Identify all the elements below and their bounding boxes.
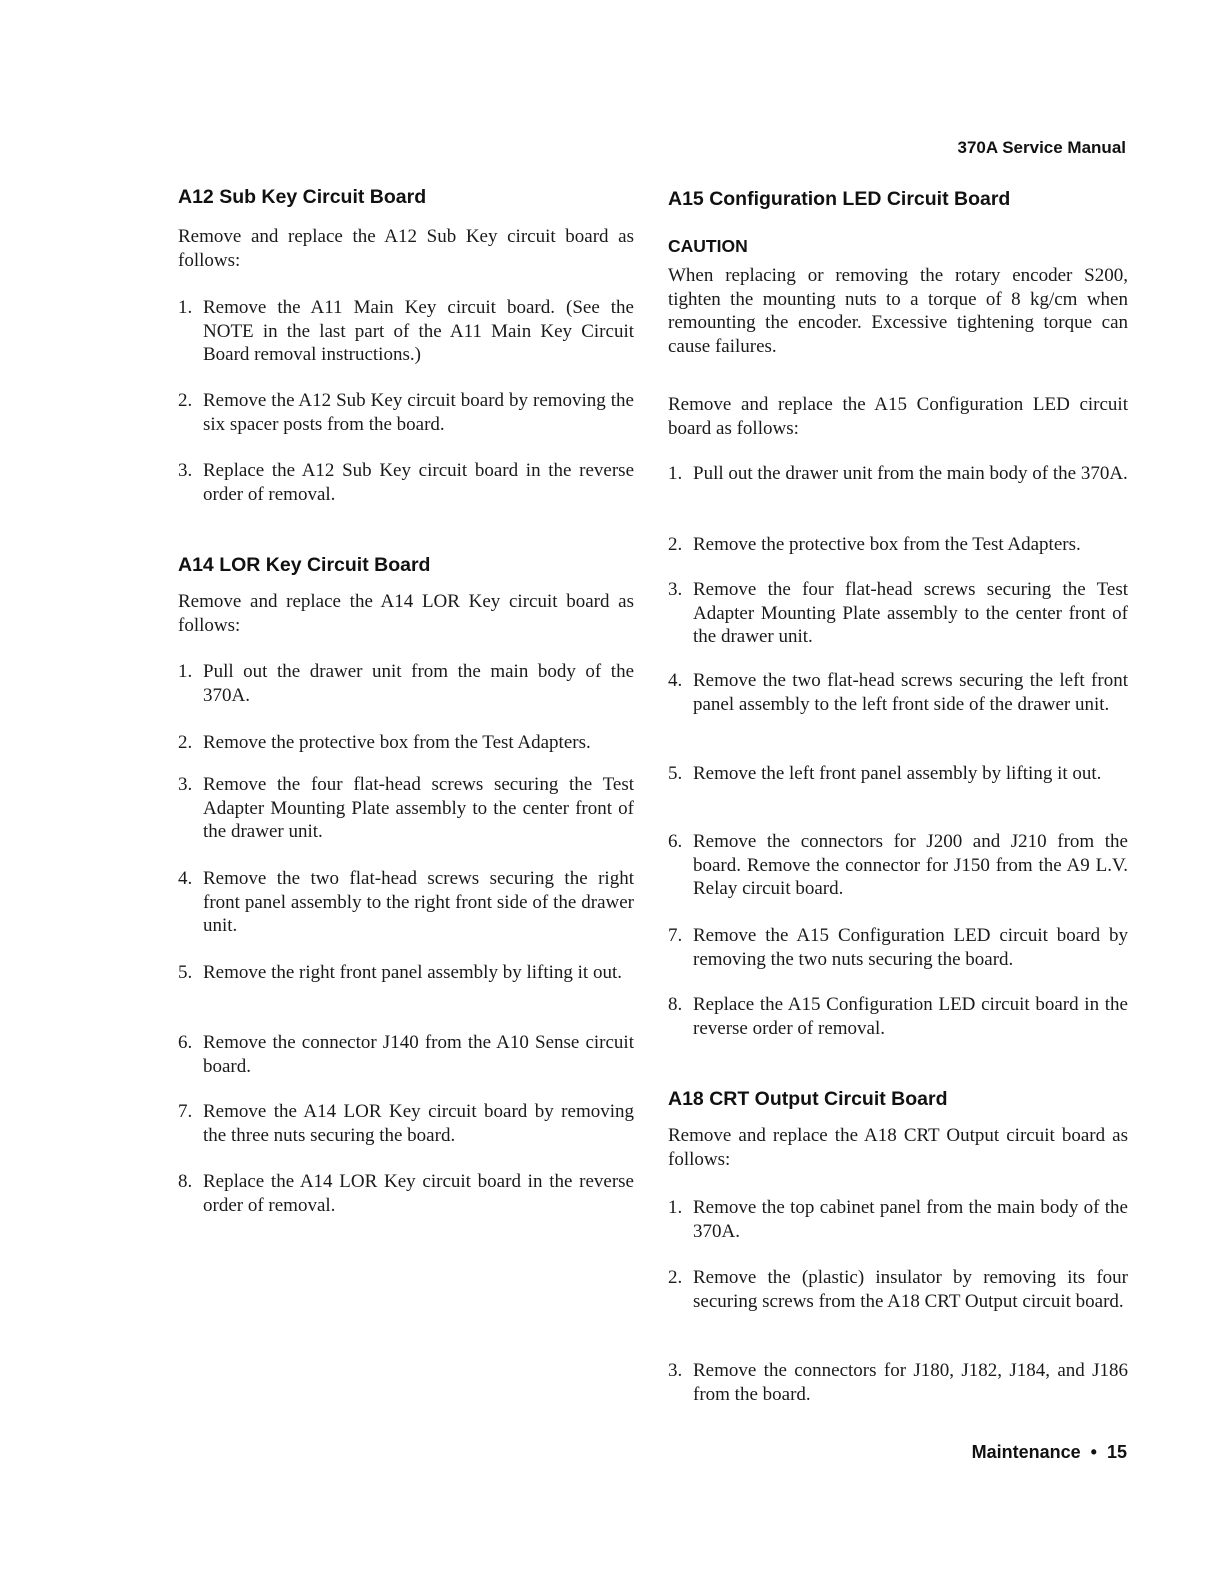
step-number: 1.: [668, 463, 683, 484]
step-text: Remove the connectors for J180, J182, J184, and J186 from the board.: [693, 1360, 1128, 1405]
step-text: Remove the protective box from the Test Adapters.: [203, 732, 591, 753]
step-number: 2.: [668, 534, 683, 555]
step-text: Remove the left front panel assembly by lifting it out.: [693, 763, 1102, 784]
step-text: Remove the A12 Sub Key circuit board by removing the six spacer posts from the board.: [203, 390, 634, 435]
step-text: Replace the A14 LOR Key circuit board in the reverse order of removal.: [203, 1171, 634, 1216]
list-item: [178, 1031, 634, 1078]
footer-separator: •: [1090, 1442, 1097, 1462]
step-number: 2.: [668, 1267, 683, 1288]
step-text: Remove the four flat-head screws securing the Test Adapter Mounting Plate assembly to the center front of the drawer unit.: [203, 774, 634, 842]
step-text: Remove the A14 LOR Key circuit board by removing the three nuts securing the board.: [203, 1101, 634, 1146]
step-number: 5.: [178, 962, 193, 983]
list-item: [668, 924, 1128, 971]
caution-label: CAUTION: [668, 236, 748, 256]
step-text: Replace the A12 Sub Key circuit board in the reverse order of removal.: [203, 460, 634, 505]
list-item: [668, 762, 1128, 786]
step-number: 3.: [668, 579, 683, 600]
section-heading-a15: A15 Configuration LED Circuit Board: [668, 188, 1011, 210]
footer-section: Maintenance: [971, 1442, 1081, 1462]
list-item: [178, 459, 634, 506]
step-number: 6.: [178, 1032, 193, 1053]
step-text: Remove the connector J140 from the A10 Sense circuit board.: [203, 1032, 634, 1077]
intro-paragraph-a14: Remove and replace the A14 LOR Key circuit board as follows:: [178, 591, 634, 636]
section-heading-a14: A14 LOR Key Circuit Board: [178, 554, 431, 576]
step-text: Remove the top cabinet panel from the main body of the 370A.: [693, 1197, 1128, 1242]
list-item: [668, 669, 1128, 716]
step-text: Remove the protective box from the Test Adapters.: [693, 534, 1081, 555]
list-item: [178, 296, 634, 367]
step-text: Remove the A15 Configuration LED circuit board by removing the two nuts securing the board.: [693, 925, 1128, 970]
list-item: [668, 993, 1128, 1040]
step-number: 3.: [178, 460, 193, 481]
step-text: Remove the right front panel assembly by lifting it out.: [203, 962, 622, 983]
list-item: [668, 830, 1128, 901]
intro-paragraph-a18: Remove and replace the A18 CRT Output circuit board as follows:: [668, 1125, 1128, 1170]
step-text: Remove the A11 Main Key circuit board. (See the NOTE in the last part of the A11 Main Key Circuit Board removal instructions.): [203, 297, 634, 365]
list-item: [178, 867, 634, 938]
section-heading-a18: A18 CRT Output Circuit Board: [668, 1088, 948, 1110]
section-heading-a12: A12 Sub Key Circuit Board: [178, 186, 427, 208]
step-number: 8.: [178, 1171, 193, 1192]
step-text: Replace the A15 Configuration LED circuit board in the reverse order of removal.: [693, 994, 1128, 1039]
step-number: 2.: [178, 390, 193, 411]
step-number: 1.: [668, 1197, 683, 1218]
list-item: [178, 389, 634, 436]
step-text: Pull out the drawer unit from the main body of the 370A.: [693, 463, 1128, 484]
step-number: 5.: [668, 763, 683, 784]
list-item: [178, 1100, 634, 1147]
step-text: Remove the connectors for J200 and J210 from the board. Remove the connector for J150 from the A9 L.V. Relay circuit board.: [693, 831, 1128, 899]
step-number: 6.: [668, 831, 683, 852]
step-number: 8.: [668, 994, 683, 1015]
step-number: 2.: [178, 732, 193, 753]
step-number: 3.: [178, 774, 193, 795]
list-item: [178, 1170, 634, 1217]
list-item: [668, 1196, 1128, 1243]
intro-paragraph-a12: Remove and replace the A12 Sub Key circuit board as follows:: [178, 226, 634, 271]
step-number: 1.: [178, 661, 193, 682]
list-item: [668, 462, 1128, 486]
list-item: [178, 773, 634, 844]
step-text: Remove the (plastic) insulator by removing its four securing screws from the A18 CRT Output circuit board.: [693, 1267, 1128, 1312]
step-number: 4.: [668, 670, 683, 691]
step-text: Remove the two flat-head screws securing the left front panel assembly to the left front side of the drawer unit.: [693, 670, 1128, 715]
list-item: [178, 660, 634, 707]
running-header: 370A Service Manual: [957, 138, 1126, 157]
page-number: 15: [1106, 1442, 1127, 1462]
page-footer: [972, 1442, 1127, 1463]
list-item: [668, 533, 1128, 557]
list-item: [668, 1359, 1128, 1406]
step-number: 7.: [178, 1101, 193, 1122]
step-text: Remove the two flat-head screws securing the right front panel assembly to the right front side of the drawer unit.: [203, 868, 634, 936]
intro-paragraph-a15: Remove and replace the A15 Configuration LED circuit board as follows:: [668, 394, 1128, 439]
step-number: 4.: [178, 868, 193, 889]
list-item: [178, 961, 634, 985]
step-text: Pull out the drawer unit from the main body of the 370A.: [203, 661, 634, 706]
list-item: [668, 578, 1128, 649]
step-number: 1.: [178, 297, 193, 318]
step-number: 3.: [668, 1360, 683, 1381]
caution-paragraph: When replacing or removing the rotary encoder S200, tighten the mounting nuts to a torque of 8 kg/cm when remounting the encoder. Excessive tightening torque can cause failures.: [668, 265, 1128, 357]
step-text: Remove the four flat-head screws securing the Test Adapter Mounting Plate assembly to the center front of the drawer unit.: [693, 579, 1128, 647]
list-item: [668, 1266, 1128, 1313]
list-item: [178, 731, 634, 755]
step-number: 7.: [668, 925, 683, 946]
